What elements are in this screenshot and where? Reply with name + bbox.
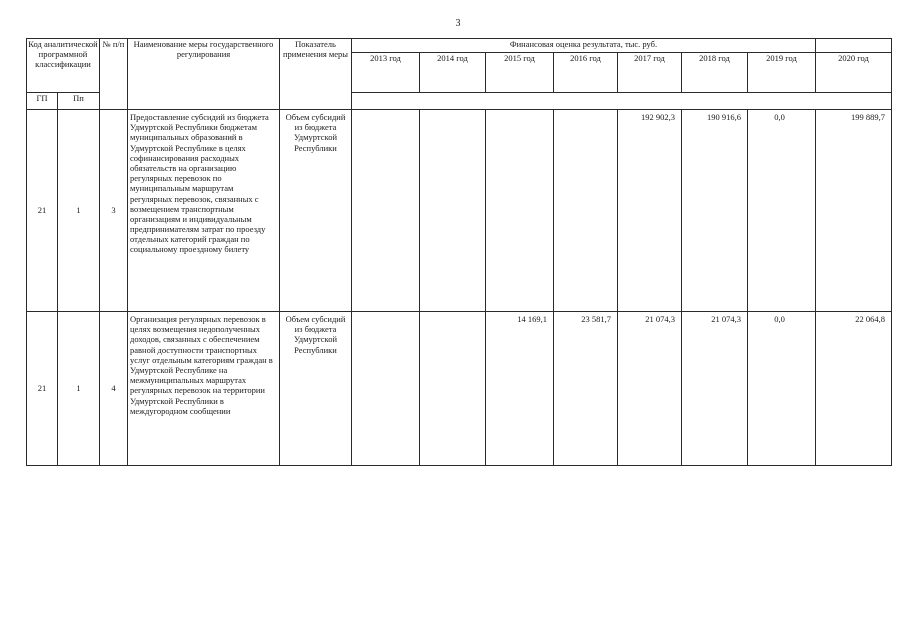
- row-value-2020: 22 064,8: [816, 312, 892, 466]
- year-2020-header: 2020 год: [816, 53, 892, 93]
- year-2015-header: 2015 год: [486, 53, 554, 93]
- row-value-2017: 192 902,3: [618, 110, 682, 312]
- year-2017-header: 2017 год: [618, 53, 682, 93]
- row-pp: 1: [58, 110, 100, 312]
- row-measure-name: Организация регулярных перевозок в целях возмещения недополученных доходов, связанных с обеспечением равной доступности транспортных услуг отдельным категориям граждан в Удмуртской Республике на межмуниципальных маршрутах регулярных перевозок на территории Удмуртской Республики в междугородном сообщении: [128, 312, 280, 466]
- year-2019-header: 2019 год: [748, 53, 816, 93]
- table-row: [27, 312, 892, 466]
- page-number: 3: [455, 18, 461, 29]
- pp-header: Пп: [58, 93, 100, 110]
- row-pp: 1: [58, 312, 100, 466]
- year-header-spacer: [352, 93, 892, 110]
- row-indicator: Объем субсидий из бюджета Удмуртской Республики: [280, 110, 352, 312]
- row-value-2018: 190 916,6: [682, 110, 748, 312]
- row-number: 3: [100, 110, 128, 312]
- row-value-2019: 0,0: [748, 312, 816, 466]
- row-value-2013: [352, 110, 420, 312]
- finance-group-header: Финансовая оценка результата, тыс. руб.: [352, 39, 816, 53]
- year-2014-header: 2014 год: [420, 53, 486, 93]
- row-number: 4: [100, 312, 128, 466]
- row-gp: 21: [27, 110, 58, 312]
- row-value-2019: 0,0: [748, 110, 816, 312]
- year-2016-header: 2016 год: [554, 53, 618, 93]
- number-header: № п/п: [100, 39, 128, 110]
- measure-name-header: Наименование меры государственного регулирования: [128, 39, 280, 110]
- row-value-2017: 21 074,3: [618, 312, 682, 466]
- measures-table: [26, 38, 892, 466]
- row-measure-name: Предоставление субсидий из бюджета Удмуртской Республики бюджетам муниципальных образований в Удмуртской Республике в целях софинансирования расходных обязательств на организацию регулярных перевозок по муниципальным маршрутам регулярных перевозок, связанных с возмещением транспортным организациям и индивидуальным предпринимателям затрат по проезду отдельных категорий граждан по социальному проездному билету: [128, 110, 280, 312]
- row-value-2013: [352, 312, 420, 466]
- row-value-2016: [554, 110, 618, 312]
- year-2013-header: 2013 год: [352, 53, 420, 93]
- row-value-2016: 23 581,7: [554, 312, 618, 466]
- code-group-header: Код аналитической программной классификации: [27, 39, 100, 93]
- row-value-2020: 199 889,7: [816, 110, 892, 312]
- blank-header-cell: [816, 39, 892, 53]
- table-row: [27, 110, 892, 312]
- row-indicator: Объем субсидий из бюджета Удмуртской Республики: [280, 312, 352, 466]
- indicator-header: Показатель применения меры: [280, 39, 352, 110]
- year-2018-header: 2018 год: [682, 53, 748, 93]
- gp-header: ГП: [27, 93, 58, 110]
- row-value-2014: [420, 110, 486, 312]
- row-value-2018: 21 074,3: [682, 312, 748, 466]
- row-value-2015: [486, 110, 554, 312]
- row-value-2015: 14 169,1: [486, 312, 554, 466]
- row-gp: 21: [27, 312, 58, 466]
- row-value-2014: [420, 312, 486, 466]
